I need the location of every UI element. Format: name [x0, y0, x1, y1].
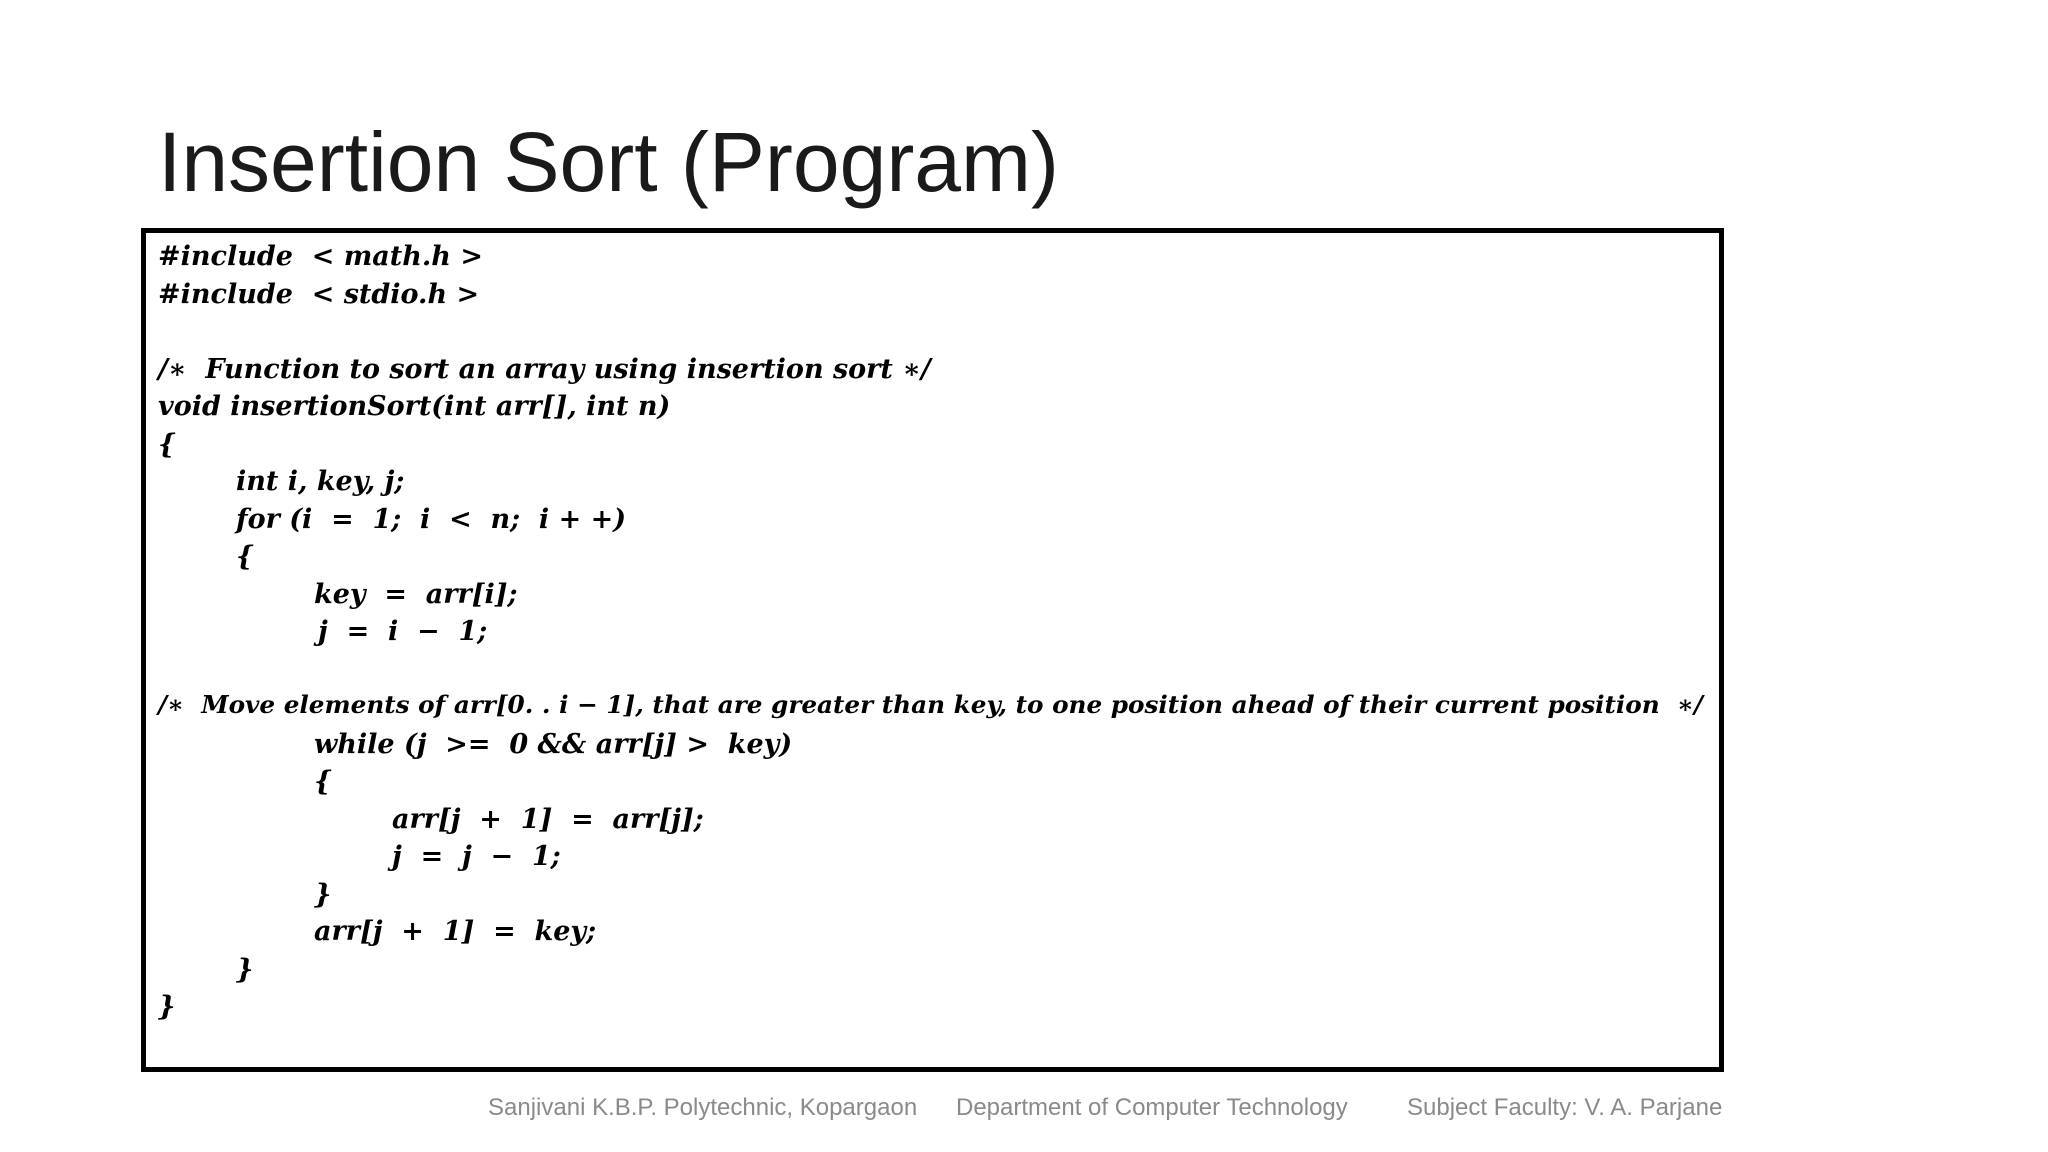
code-line-key-assign: key = arr[i];: [314, 579, 518, 610]
code-line-shift-element: arr[j + 1] = arr[j];: [392, 804, 704, 835]
code-line-declarations: int i, key, j;: [236, 466, 405, 497]
footer-institution: Sanjivani K.B.P. Polytechnic, Kopargaon: [488, 1094, 918, 1121]
code-line-while-open-brace: {: [314, 766, 332, 797]
code-line-open-brace: {: [158, 429, 176, 460]
code-line-j-decrement: j = j − 1;: [392, 841, 561, 872]
code-line-include-math: #include < math.h >: [158, 241, 483, 272]
code-line-for-loop: for (i = 1; i < n; i + +): [236, 504, 627, 535]
slide-title: Insertion Sort (Program): [158, 115, 1059, 209]
code-line-while-close-brace: }: [314, 879, 332, 910]
footer-faculty: Subject Faculty: V. A. Parjane: [1407, 1094, 1723, 1121]
code-line-while-loop: while (j >= 0 && arr[j] > key): [314, 729, 793, 760]
code-line-comment-move: /∗ Move elements of arr[0. . i − 1], that are greater than key, to one position ahead of their current position ∗/: [158, 690, 1703, 719]
code-line-include-stdio: #include < stdio.h >: [158, 279, 480, 310]
code-line-close-brace: }: [158, 991, 176, 1022]
code-line-j-assign: j = i − 1;: [318, 616, 488, 647]
code-line-function-signature: void insertionSort(int arr[], int n): [158, 391, 671, 422]
footer-department: Department of Computer Technology: [956, 1094, 1348, 1121]
code-line-comment-function: /∗ Function to sort an array using insertion sort ∗/: [158, 354, 931, 385]
code-line-for-open-brace: {: [236, 541, 254, 572]
code-line-for-close-brace: }: [236, 954, 254, 985]
code-line-insert-key: arr[j + 1] = key;: [314, 916, 597, 947]
